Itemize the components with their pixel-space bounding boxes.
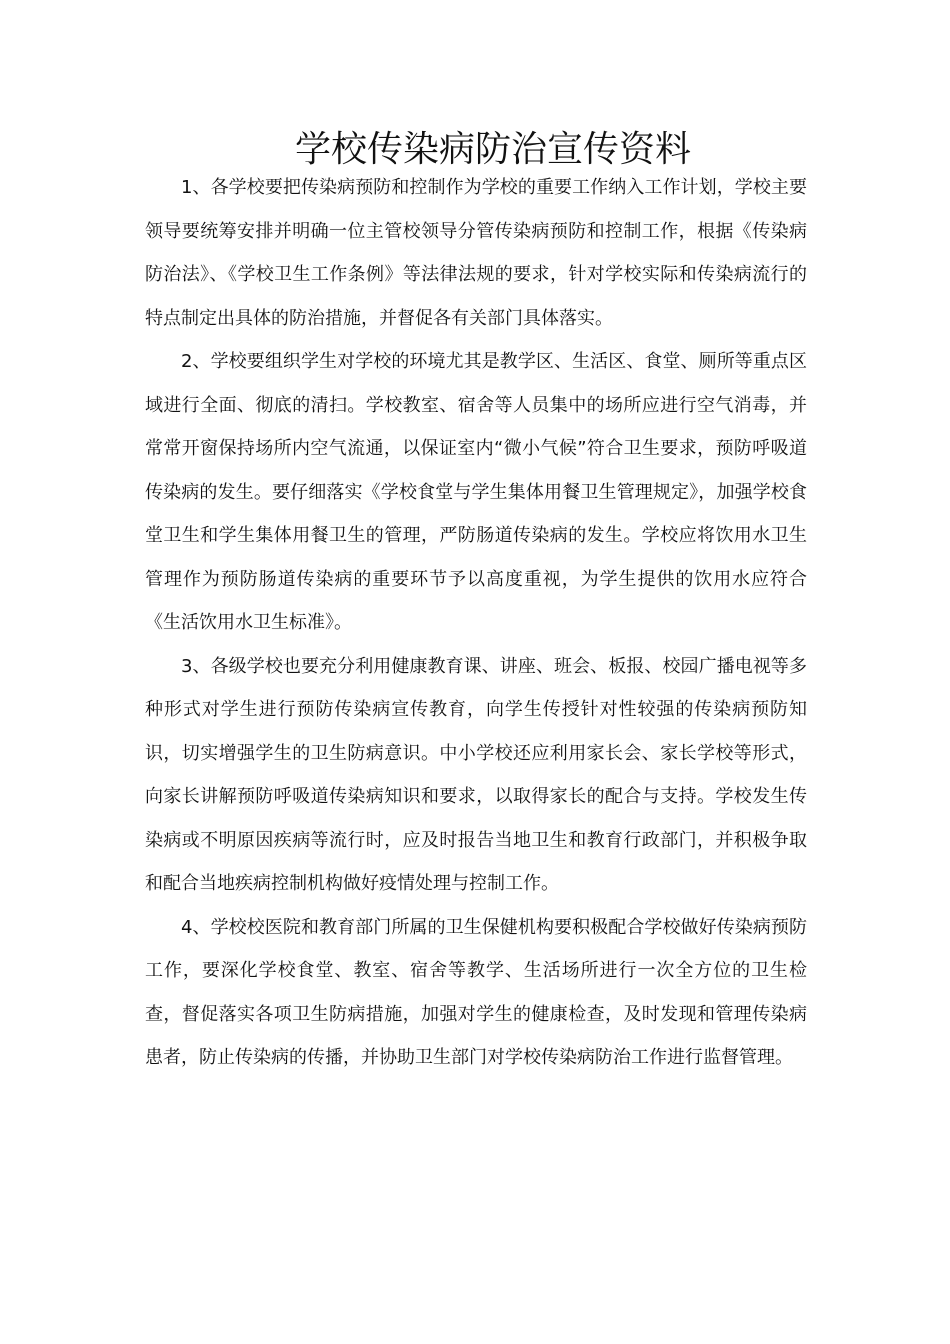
paragraph-1: 1、各学校要把传染病预防和控制作为学校的重要工作纳入工作计划，学校主要领导要统筹安排并明确一位主管校领导分管传染病预防和控制工作，根据《传染病防治法》、《学校卫生工作条例》等法律法规的要求，针对学校实际和传染病流行的特点制定出具体的防治措施，并督促各有关部门具体落实。 <box>145 177 807 329</box>
paragraph-3: 3、各级学校也要充分利用健康教育课、讲座、班会、板报、校园广播电视等多种形式对学生进行预防传染病宣传教育，向学生传授针对性较强的传染病预防知识，切实增强学生的卫生防病意识。中小学校还应利用家长会、家长学校等形式，向家长讲解预防呼吸道传染病知识和要求，以取得家长的配合与支持。学校发生传染病或不明原因疾病等流行时，应及时报告当地卫生和教育行政部门，并积极争取和配合当地疾病控制机构做好疫情处理与控制工作。 <box>145 655 807 894</box>
document-title: 学校传染病防治宣传资料 <box>294 129 691 170</box>
document-body <box>145 166 807 1080</box>
paragraph-4: 4、学校校医院和教育部门所属的卫生保健机构要积极配合学校做好传染病预防工作，要深化学校食堂、教室、宿舍等教学、生活场所进行一次全方位的卫生检查，督促落实各项卫生防病措施，加强对学生的健康检查，及时发现和管理传染病患者，防止传染病的传播，并协助卫生部门对学校传染病防治工作进行监督管理。 <box>145 916 807 1068</box>
paragraph-2: 2、学校要组织学生对学校的环境尤其是教学区、生活区、食堂、厕所等重点区域进行全面、彻底的清扫。学校教室、宿舍等人员集中的场所应进行空气消毒，并常常开窗保持场所内空气流通，以保证室内“微小气候”符合卫生要求，预防呼吸道传染病的发生。要仔细落实《学校食堂与学生集体用餐卫生管理规定》，加强学校食堂卫生和学生集体用餐卫生的管理，严防肠道传染病的发生。学校应将饮用水卫生管理作为预防肠道传染病的重要环节予以高度重视，为学生提供的饮用水应符合《生活饮用水卫生标准》。 <box>145 351 807 633</box>
